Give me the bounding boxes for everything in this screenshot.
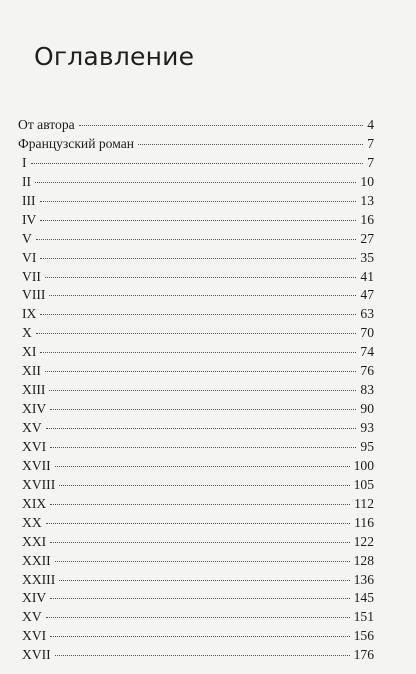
toc-entry-page: 112 bbox=[354, 495, 374, 511]
toc-entry-label: II bbox=[22, 173, 32, 189]
toc-entry-page: 35 bbox=[360, 249, 374, 265]
toc-entry-label: XVI bbox=[22, 628, 47, 644]
toc-entry-label: XVII bbox=[22, 647, 51, 663]
table-of-contents bbox=[18, 116, 374, 665]
toc-entry-label: I bbox=[22, 154, 27, 170]
toc-entry-page: 76 bbox=[360, 363, 374, 379]
toc-entry bbox=[18, 552, 374, 571]
toc-entry-label: X bbox=[22, 325, 32, 341]
toc-entry-label: XXII bbox=[22, 552, 51, 568]
toc-entry bbox=[18, 627, 374, 646]
toc-entry bbox=[18, 495, 374, 514]
toc-entry-page: 27 bbox=[360, 230, 374, 246]
toc-dot-leader bbox=[50, 636, 349, 637]
toc-entry bbox=[18, 192, 374, 211]
toc-dot-leader bbox=[55, 466, 350, 467]
toc-dot-leader bbox=[49, 390, 356, 391]
toc-entry-page: 93 bbox=[360, 420, 374, 435]
toc-dot-leader bbox=[50, 447, 356, 448]
toc-dot-leader bbox=[36, 333, 357, 334]
toc-dot-leader bbox=[40, 220, 356, 221]
toc-dot-leader bbox=[59, 580, 349, 581]
toc-entry bbox=[18, 135, 374, 154]
toc-entry-label: VIII bbox=[22, 287, 46, 303]
toc-dot-leader bbox=[40, 352, 356, 353]
toc-dot-leader bbox=[46, 523, 350, 524]
toc-entry-label: VI bbox=[22, 249, 37, 265]
toc-entry-label: V bbox=[22, 230, 32, 246]
toc-entry-page: 136 bbox=[353, 571, 374, 587]
toc-entry-page: 122 bbox=[353, 533, 374, 549]
toc-entry bbox=[18, 533, 374, 552]
toc-entry bbox=[18, 324, 374, 343]
toc-entry-label: XV bbox=[22, 609, 42, 625]
toc-dot-leader bbox=[55, 561, 350, 562]
toc-dot-leader bbox=[49, 295, 356, 296]
toc-entry-label: XXI bbox=[22, 533, 47, 549]
toc-entry-label: VII bbox=[22, 268, 41, 284]
toc-entry-label: XX bbox=[22, 514, 42, 530]
toc-dot-leader bbox=[40, 314, 356, 315]
toc-entry bbox=[18, 381, 374, 400]
toc-entry bbox=[18, 305, 374, 324]
toc-entry-label: XXIII bbox=[22, 571, 56, 587]
toc-entry bbox=[18, 362, 374, 381]
toc-dot-leader bbox=[45, 371, 357, 372]
toc-entry-page: 105 bbox=[353, 476, 374, 492]
toc-dot-leader bbox=[40, 258, 356, 259]
toc-entry-label: XII bbox=[22, 363, 41, 379]
toc-entry-label: XIX bbox=[22, 495, 47, 511]
toc-dot-leader bbox=[79, 125, 364, 126]
toc-entry bbox=[18, 286, 374, 305]
toc-entry-page: 156 bbox=[353, 628, 374, 644]
toc-entry-label: IX bbox=[22, 306, 37, 322]
toc-entry bbox=[18, 400, 374, 419]
toc-dot-leader bbox=[46, 428, 357, 429]
toc-entry-page: 100 bbox=[353, 457, 374, 473]
toc-dot-leader bbox=[50, 504, 350, 505]
toc-entry-label: XVII bbox=[22, 457, 51, 473]
toc-entry-label: От автора bbox=[18, 117, 75, 132]
toc-dot-leader bbox=[50, 542, 349, 543]
toc-entry-page: 95 bbox=[360, 438, 374, 454]
toc-entry-page: 47 bbox=[360, 287, 374, 303]
toc-dot-leader bbox=[50, 409, 356, 410]
toc-entry-page: 13 bbox=[360, 192, 374, 208]
toc-entry-page: 145 bbox=[353, 590, 374, 606]
toc-entry-label: XIV bbox=[22, 401, 47, 417]
toc-dot-leader bbox=[45, 277, 357, 278]
toc-entry-label: XVI bbox=[22, 438, 47, 454]
toc-entry bbox=[18, 514, 374, 533]
toc-entry bbox=[18, 589, 374, 608]
toc-entry-label: III bbox=[22, 192, 36, 208]
page-title: Оглавление bbox=[34, 42, 195, 71]
toc-entry-label: XI bbox=[22, 344, 37, 360]
toc-entry-label: Французский роман bbox=[18, 135, 135, 151]
toc-dot-leader bbox=[138, 144, 363, 145]
toc-entry-page: 4 bbox=[367, 117, 374, 132]
toc-entry bbox=[18, 608, 374, 627]
toc-dot-leader bbox=[35, 182, 356, 183]
toc-entry-page: 7 bbox=[367, 135, 374, 151]
toc-entry-page: 16 bbox=[360, 211, 374, 227]
toc-entry bbox=[18, 230, 374, 249]
toc-entry bbox=[18, 438, 374, 457]
toc-dot-leader bbox=[59, 485, 349, 486]
toc-entry-page: 176 bbox=[353, 647, 374, 663]
toc-dot-leader bbox=[36, 239, 357, 240]
toc-entry bbox=[18, 116, 374, 135]
toc-entry bbox=[18, 154, 374, 173]
toc-entry bbox=[18, 211, 374, 230]
toc-entry-page: 70 bbox=[360, 325, 374, 341]
toc-entry bbox=[18, 476, 374, 495]
toc-entry-page: 74 bbox=[360, 344, 374, 360]
toc-entry-label: XV bbox=[22, 420, 42, 435]
toc-entry-page: 7 bbox=[367, 154, 374, 170]
toc-entry-page: 128 bbox=[353, 552, 374, 568]
toc-entry bbox=[18, 571, 374, 590]
toc-entry bbox=[18, 646, 374, 665]
toc-entry-page: 41 bbox=[360, 268, 374, 284]
toc-entry-page: 83 bbox=[360, 382, 374, 398]
toc-entry-label: XVIII bbox=[22, 476, 56, 492]
toc-entry bbox=[18, 249, 374, 268]
toc-entry bbox=[18, 343, 374, 362]
toc-entry-label: XIV bbox=[22, 590, 47, 606]
toc-entry bbox=[18, 419, 374, 438]
toc-dot-leader bbox=[40, 201, 357, 202]
toc-entry bbox=[18, 457, 374, 476]
toc-dot-leader bbox=[31, 163, 364, 164]
toc-dot-leader bbox=[50, 598, 349, 599]
toc-entry-page: 10 bbox=[360, 173, 374, 189]
toc-entry-page: 63 bbox=[360, 306, 374, 322]
toc-entry-page: 90 bbox=[360, 401, 374, 417]
toc-entry-label: XIII bbox=[22, 382, 46, 398]
toc-entry-label: IV bbox=[22, 211, 37, 227]
toc-entry-page: 116 bbox=[354, 514, 374, 530]
toc-dot-leader bbox=[55, 655, 350, 656]
toc-entry-page: 151 bbox=[353, 609, 374, 625]
toc-entry bbox=[18, 173, 374, 192]
toc-dot-leader bbox=[46, 617, 350, 618]
toc-entry bbox=[18, 268, 374, 287]
